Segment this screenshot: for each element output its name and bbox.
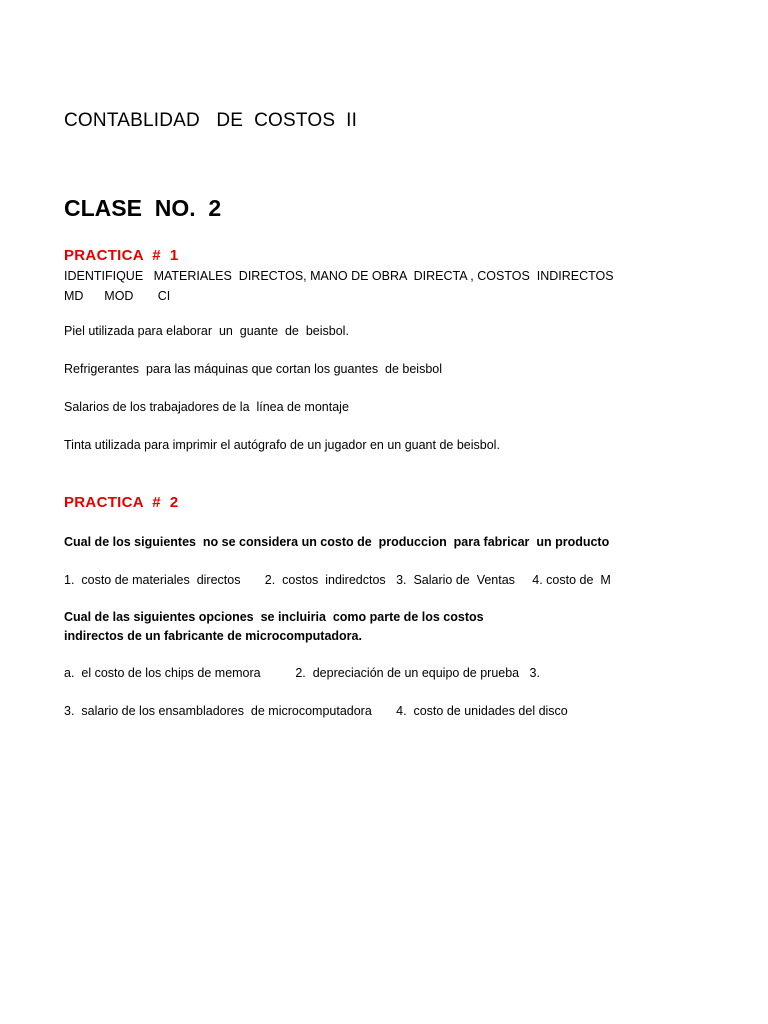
practica-2-options-1: 1. costo de materiales directos 2. costos indiredctos 3. Salario de Ventas 4. costo de M — [64, 573, 611, 587]
practica-2-question-2-line-1: Cual de las siguientes opciones se incluiria como parte de los costos — [64, 610, 484, 624]
practica-2-options-2-line-2: 3. salario de los ensambladores de microcomputadora 4. costo de unidades del disco — [64, 704, 568, 718]
course-title: CONTABLIDAD DE COSTOS II — [64, 110, 358, 131]
practica-2-question-1: Cual de los siguientes no se considera un costo de produccion para fabricar un producto — [64, 535, 610, 549]
practica-1-instruction-line-2: MD MOD CI — [64, 289, 171, 303]
practica-2-question-2-line-2: indirectos de un fabricante de microcomputadora. — [64, 629, 362, 643]
class-heading: CLASE NO. 2 — [64, 195, 222, 221]
practica-1-item: Salarios de los trabajadores de la línea de montaje — [64, 400, 349, 414]
practica-1-item: Tinta utilizada para imprimir el autógrafo de un jugador en un guant de beisbol. — [64, 438, 500, 452]
practica-1-item: Piel utilizada para elaborar un guante de beisbol. — [64, 324, 349, 338]
practica-1-instruction-line-1: IDENTIFIQUE MATERIALES DIRECTOS, MANO DE OBRA DIRECTA , COSTOS INDIRECTOS — [64, 269, 614, 283]
practica-1-item: Refrigerantes para las máquinas que cortan los guantes de beisbol — [64, 362, 443, 376]
practica-2-heading: PRACTICA # 2 — [64, 494, 179, 511]
practica-2-options-2-line-1: a. el costo de los chips de memora 2. depreciación de un equipo de prueba 3. — [64, 666, 540, 680]
practica-1-heading: PRACTICA # 1 — [64, 247, 179, 264]
